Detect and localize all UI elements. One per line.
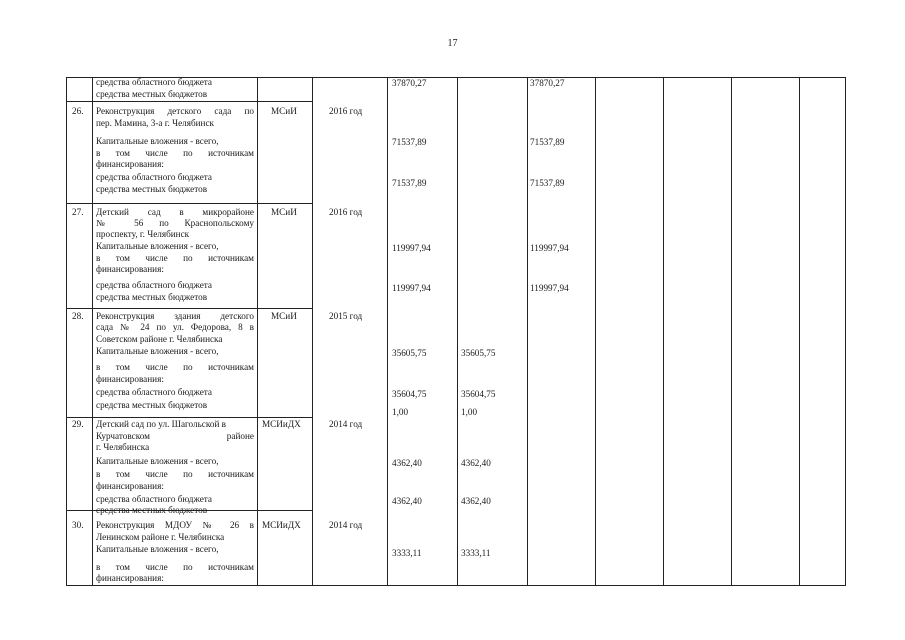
- col-divider: [257, 78, 258, 585]
- year-cell: 2016 год: [329, 106, 363, 116]
- value-cell: 119997,94: [530, 243, 569, 253]
- object-title-line: Детский сад в микрорайоне: [96, 207, 254, 217]
- col-divider: [595, 78, 596, 585]
- row-number: 29.: [72, 419, 84, 429]
- source-line: средства областного бюджета: [96, 494, 212, 504]
- row-number: 26.: [72, 106, 84, 116]
- capital-line: финансирования:: [96, 264, 164, 274]
- value-cell: 3333,11: [392, 548, 422, 558]
- row-divider: [67, 101, 312, 102]
- value-cell: 35604,75: [392, 389, 427, 399]
- object-title-line: Реконструкция здания детского: [96, 311, 254, 321]
- source-line: средства местных бюджетов: [96, 292, 208, 302]
- col-divider: [731, 78, 732, 585]
- responsible-org: МСиИ: [271, 311, 297, 321]
- capital-line: Капитальные вложения - всего,: [96, 241, 219, 251]
- year-cell: 2014 год: [329, 419, 363, 429]
- value-cell: 71537,89: [392, 137, 427, 147]
- value-cell: 37870,27: [530, 78, 565, 88]
- object-title-line: Ленинском районе г. Челябинска: [96, 532, 225, 542]
- source-line: средства местных бюджетов: [96, 89, 208, 99]
- object-title-line: проспекту, г. Челябинск: [96, 229, 190, 239]
- source-line: средства областного бюджета: [96, 172, 212, 182]
- value-cell: 119997,94: [392, 243, 431, 253]
- capital-line: Капитальные вложения - всего,: [96, 544, 219, 554]
- value-cell: 119997,94: [530, 283, 569, 293]
- year-cell: 2016 год: [329, 207, 363, 217]
- col-divider: [312, 78, 313, 585]
- source-line: средства местных бюджетов: [96, 505, 208, 515]
- capital-line: Капитальные вложения - всего,: [96, 136, 219, 146]
- value-cell: 71537,89: [530, 178, 565, 188]
- page-number: 17: [447, 38, 458, 49]
- source-line: средства местных бюджетов: [96, 184, 208, 194]
- value-cell: 35605,75: [461, 348, 496, 358]
- capital-line: финансирования:: [96, 374, 164, 384]
- capital-line: в том числе по источникам: [96, 469, 254, 479]
- responsible-org: МСИиДХ: [262, 419, 301, 429]
- value-cell: 35605,75: [392, 348, 427, 358]
- capital-line: финансирования:: [96, 481, 164, 491]
- responsible-org: МСИиДХ: [262, 520, 301, 530]
- col-divider: [527, 78, 528, 585]
- source-line: средства областного бюджета: [96, 280, 212, 290]
- source-line: средства местных бюджетов: [96, 400, 208, 410]
- object-title-line: сада № 24 по ул. Федорова, 8 в: [96, 322, 254, 332]
- object-title-line: Детский сад по ул. Шагольской в: [96, 419, 227, 429]
- value-cell: 4362,40: [461, 458, 491, 468]
- col-divider: [799, 78, 800, 585]
- value-cell: 4362,40: [392, 458, 422, 468]
- row-divider: [67, 203, 312, 204]
- source-line: средства областного бюджета: [96, 77, 212, 87]
- object-title-line: г. Челябинска: [96, 442, 150, 452]
- col-divider: [663, 78, 664, 585]
- object-title-line: Курчатовском районе: [96, 431, 254, 441]
- capital-line: Капитальные вложения - всего,: [96, 346, 219, 356]
- year-cell: 2014 год: [329, 520, 363, 530]
- capital-line: в том числе по источникам: [96, 362, 254, 372]
- value-cell: 1,00: [392, 407, 409, 417]
- capital-line: в том числе по источникам: [96, 562, 254, 572]
- capital-line: финансирования:: [96, 573, 164, 583]
- object-title-line: Реконструкция МДОУ № 26 в: [96, 520, 254, 530]
- capital-line: Капитальные вложения - всего,: [96, 456, 219, 466]
- value-cell: 37870,27: [392, 78, 427, 88]
- year-cell: 2015 год: [329, 311, 363, 321]
- object-title-line: пер. Мамина, 3-а г. Челябинск: [96, 118, 215, 128]
- object-title-line: Реконструкция детского сада по: [96, 106, 254, 116]
- capital-line: в том числе по источникам: [96, 148, 254, 158]
- source-line: средства областного бюджета: [96, 387, 212, 397]
- value-cell: 71537,89: [392, 178, 427, 188]
- row-number: 30.: [72, 520, 84, 530]
- value-cell: 71537,89: [530, 137, 565, 147]
- row-number: 28.: [72, 311, 84, 321]
- value-cell: 35604,75: [461, 389, 496, 399]
- value-cell: 119997,94: [392, 283, 431, 293]
- object-title-line: № 56 по Краснопольскому: [96, 218, 254, 228]
- col-divider: [387, 78, 388, 585]
- row-divider: [67, 308, 312, 309]
- capital-line: финансирования:: [96, 159, 164, 169]
- row-number: 27.: [72, 207, 84, 217]
- capital-line: в том числе по источникам: [96, 253, 254, 263]
- responsible-org: МСиИ: [271, 106, 297, 116]
- value-cell: 4362,40: [392, 496, 422, 506]
- col-divider: [457, 78, 458, 585]
- object-title-line: Советском районе г. Челябинска: [96, 334, 223, 344]
- value-cell: 1,00: [461, 407, 478, 417]
- value-cell: 4362,40: [461, 496, 491, 506]
- col-divider: [92, 78, 93, 585]
- value-cell: 3333,11: [461, 548, 491, 558]
- responsible-org: МСиИ: [271, 207, 297, 217]
- row-divider: [67, 417, 312, 418]
